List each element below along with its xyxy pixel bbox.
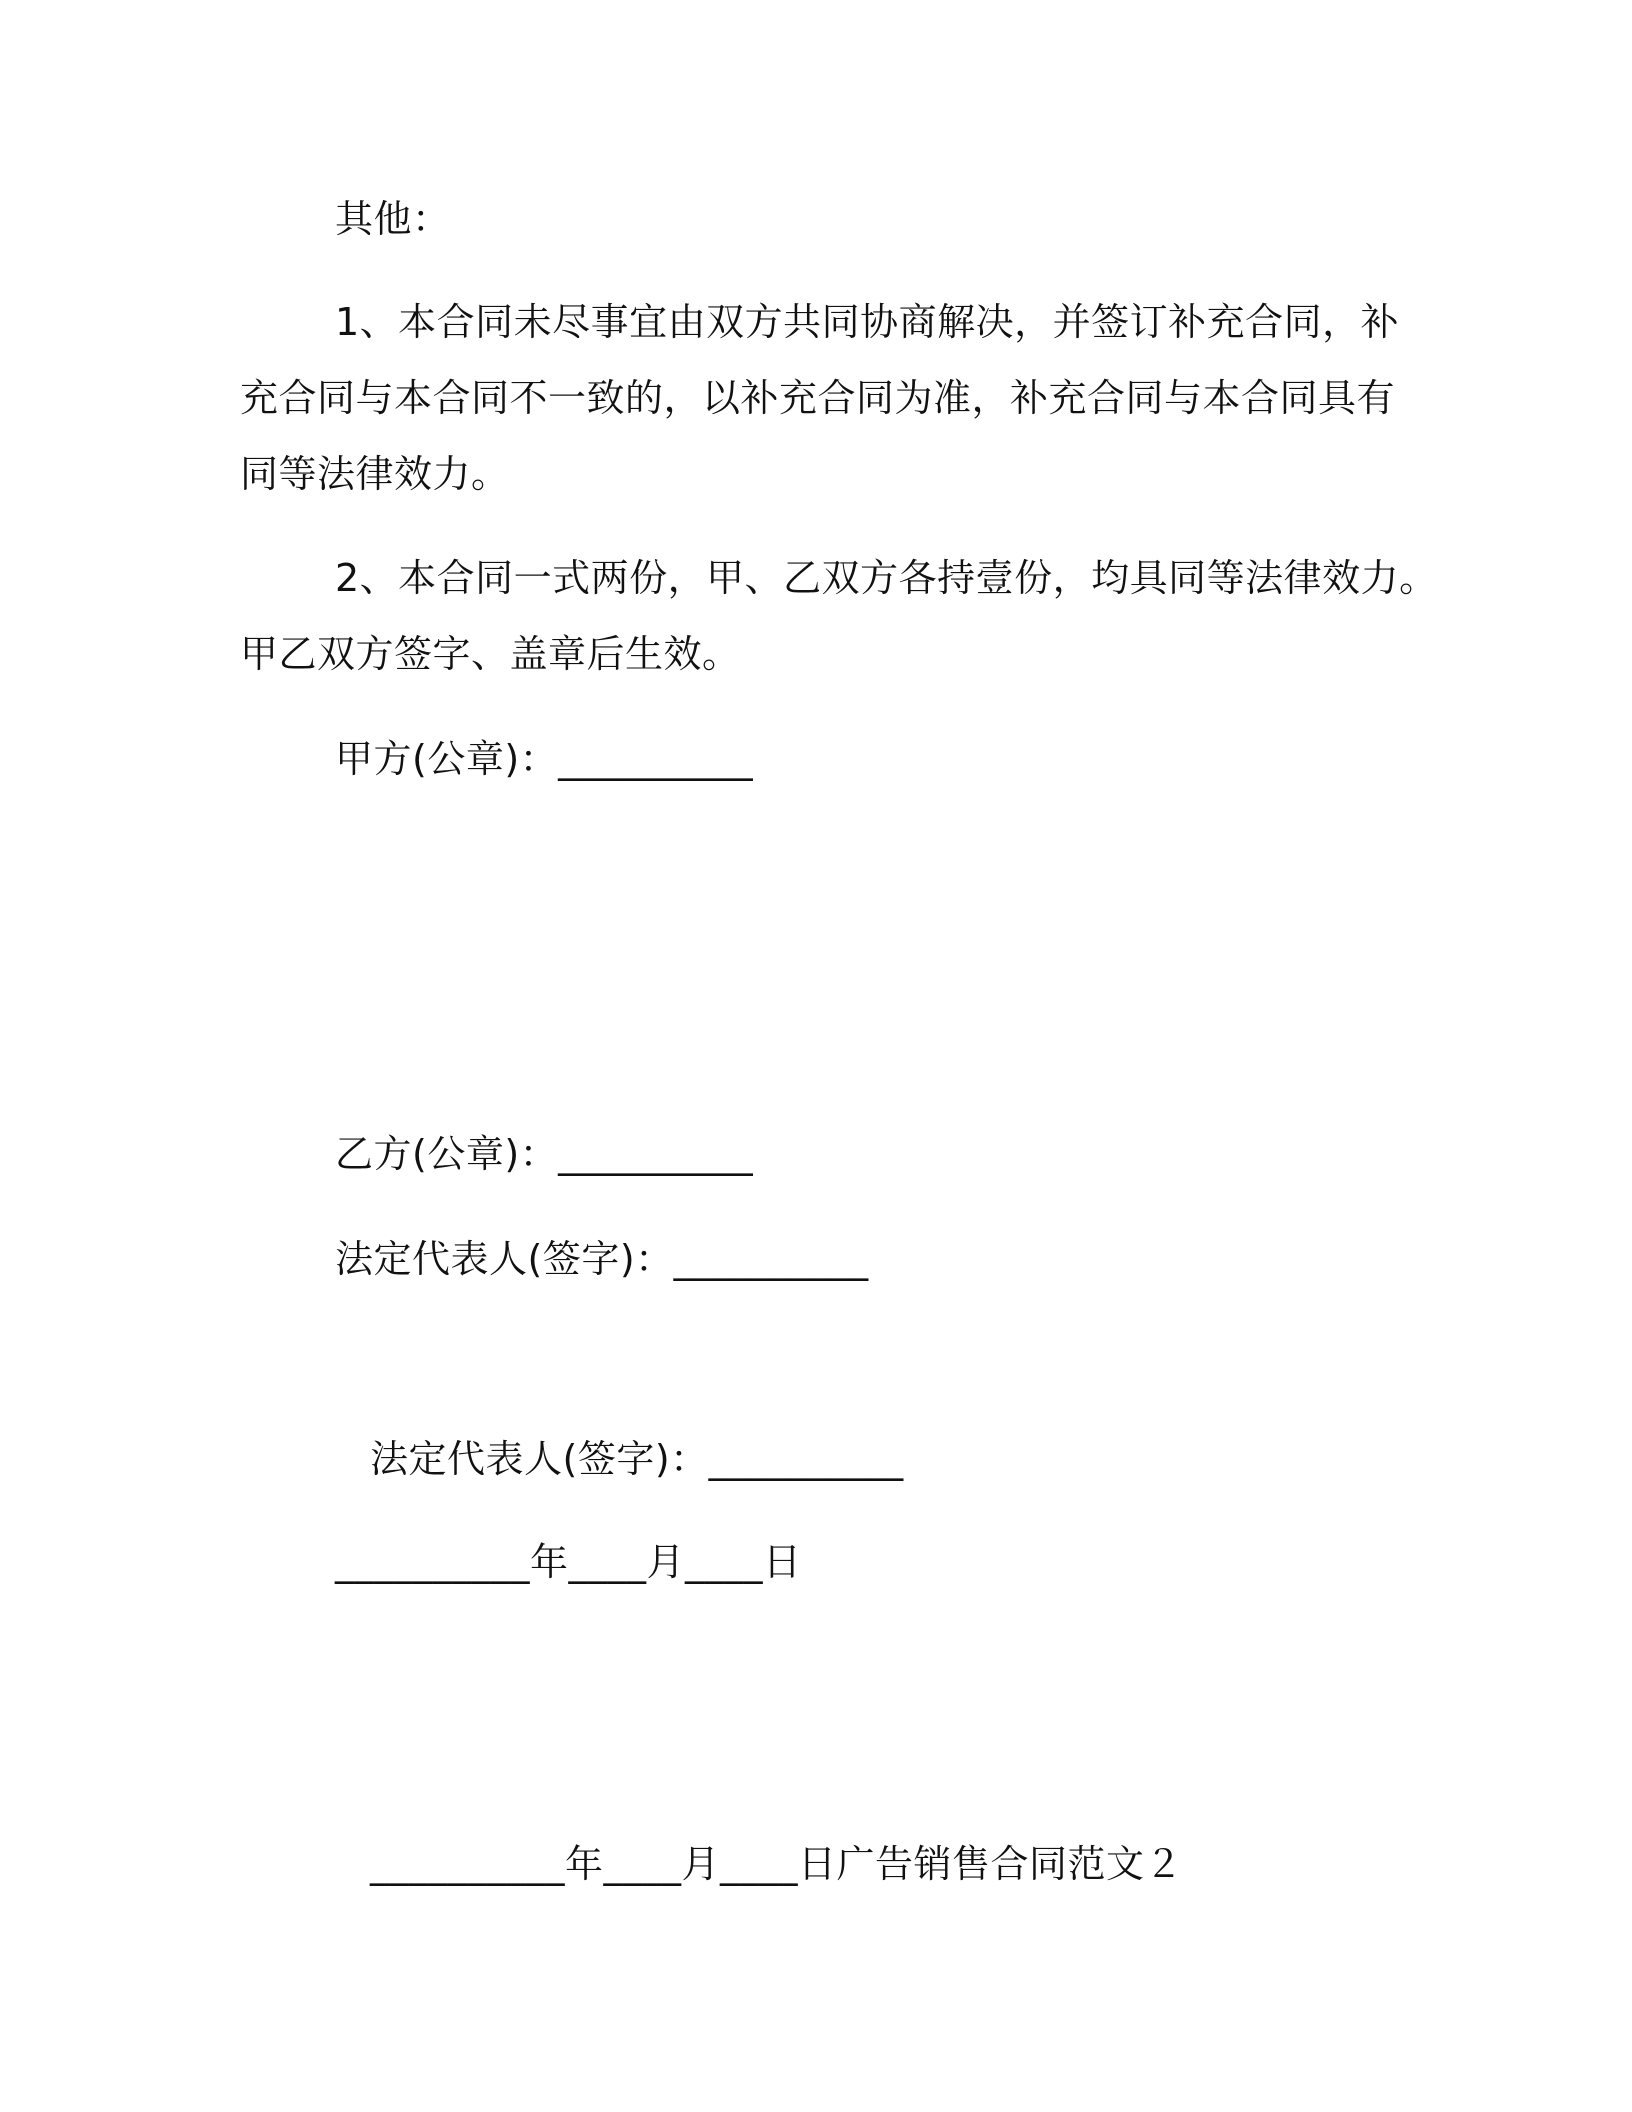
legal-rep-sign-line-2: 法定代表人(签字)：__________ [370,1437,904,1481]
clause-1-line-2: 充合同与本合同不一致的，以补充合同为准，补充合同与本合同具有 [240,376,1396,420]
date-line: __________年____月____日 [335,1540,802,1584]
clause-1-line-1: 1、本合同未尽事宜由双方共同协商解决，并签订补充合同，补 [335,300,1400,344]
section-heading: 其他： [335,197,451,241]
legal-rep-sign-line-1: 法定代表人(签字)：__________ [335,1237,869,1281]
date-line-with-title: __________年____月____日广告销售合同范文２ [370,1842,1184,1886]
clause-2-line-2: 甲乙双方签字、盖章后生效。 [240,632,741,676]
party-a-seal-line: 甲方(公章)：__________ [335,737,754,781]
clause-2-line-1: 2、本合同一式两份，甲、乙双方各持壹份，均具同等法律效力。 [335,556,1438,600]
party-b-seal-line: 乙方(公章)：__________ [335,1132,754,1176]
clause-1-line-3: 同等法律效力。 [240,452,510,496]
